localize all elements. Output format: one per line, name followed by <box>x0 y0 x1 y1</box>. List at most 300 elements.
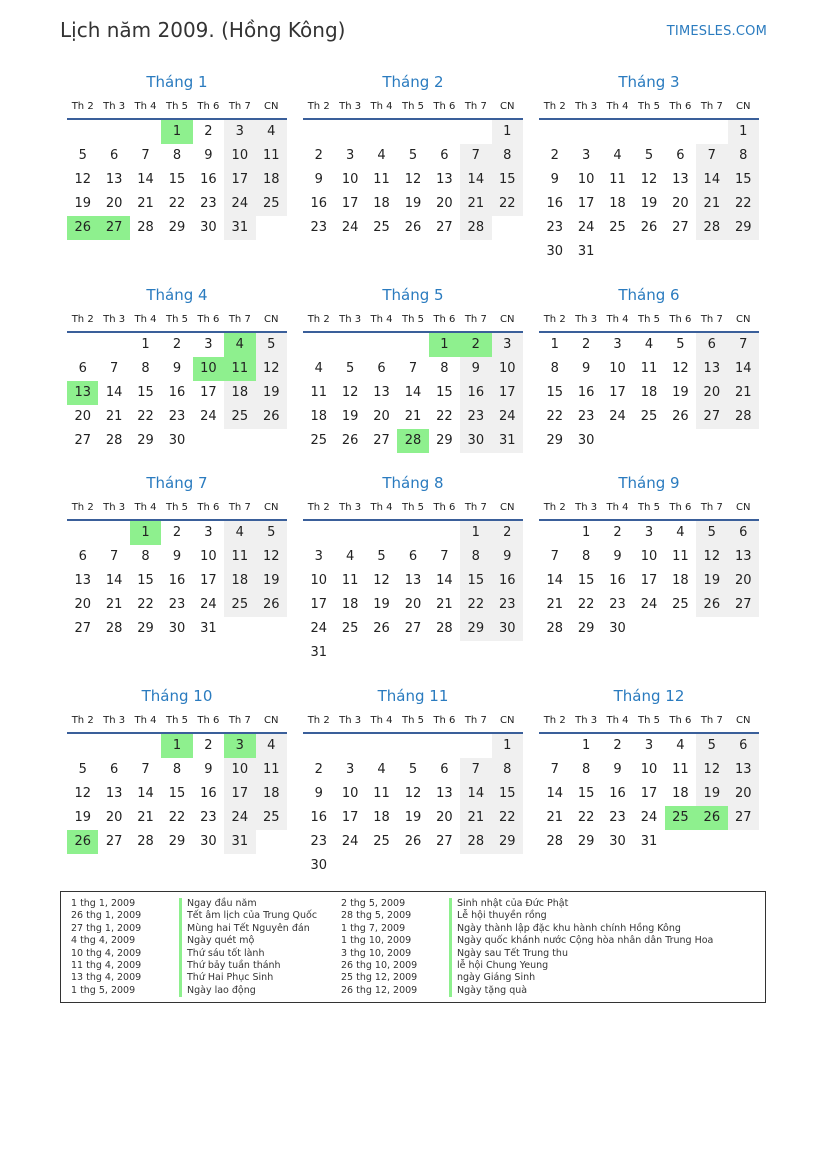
day-cell: 15 <box>546 385 563 400</box>
day-cell: 23 <box>310 834 327 849</box>
day-cell: 4 <box>377 762 386 777</box>
day-cell: 2 <box>492 521 523 545</box>
day-cell: 23 <box>168 597 186 612</box>
day-cell: 15 <box>492 168 523 192</box>
empty-cell <box>633 240 664 264</box>
day-cell: 24 <box>200 409 217 424</box>
day-cell: 18 <box>640 385 658 400</box>
weekday-label: Th 6 <box>197 501 220 513</box>
day-cell: 16 <box>168 385 186 400</box>
holiday-date: 26 thg 10, 2009 <box>341 960 418 971</box>
holiday-name: Ngày quét mộ <box>179 935 254 947</box>
holiday-row <box>341 898 761 910</box>
day-cell: 4 <box>613 148 622 163</box>
day-cell: 10 <box>200 549 217 564</box>
weekday-label: Th 7 <box>228 714 251 726</box>
day-cell: 13 <box>105 172 123 187</box>
holiday-day-cell: 1 <box>161 120 192 144</box>
day-cell: 12 <box>672 361 689 376</box>
weekday-label: Th 5 <box>401 714 424 726</box>
day-cell: 10 <box>577 172 595 187</box>
empty-cell <box>460 734 491 758</box>
day-grid <box>303 521 523 665</box>
day-cell: 11 <box>609 172 626 187</box>
day-cell: 10 <box>224 144 255 168</box>
weekday-label: Th 5 <box>637 313 660 325</box>
day-cell: 28 <box>436 621 453 636</box>
day-cell: 15 <box>492 782 523 806</box>
day-cell: 11 <box>672 762 689 777</box>
day-cell: 12 <box>640 172 658 187</box>
day-cell: 9 <box>314 172 323 187</box>
day-cell: 5 <box>408 148 418 163</box>
day-cell: 16 <box>200 172 217 187</box>
empty-cell <box>602 240 633 264</box>
weekday-label: Th 4 <box>134 313 157 325</box>
weekday-label: Th 2 <box>307 313 330 325</box>
weekday-label: Th 3 <box>103 100 126 112</box>
holiday-day-cell: 11 <box>224 357 255 381</box>
day-cell: 13 <box>728 545 759 569</box>
day-cell: 25 <box>224 405 255 429</box>
empty-cell <box>67 333 98 357</box>
holiday-day-cell: 1 <box>429 333 460 357</box>
holiday-name: Ngày lao động <box>179 985 256 997</box>
day-cell: 4 <box>377 148 386 163</box>
day-cell: 14 <box>137 786 154 801</box>
day-cell: 27 <box>672 220 689 235</box>
day-cell: 5 <box>256 521 287 545</box>
day-cell: 17 <box>341 196 359 211</box>
empty-cell <box>696 240 727 264</box>
empty-cell <box>539 120 570 144</box>
weekday-label: Th 7 <box>464 501 487 513</box>
weekday-label: Th 2 <box>543 714 566 726</box>
day-cell: 26 <box>696 593 727 617</box>
empty-cell <box>98 521 129 545</box>
empty-cell <box>366 734 397 758</box>
holiday-date: 25 thg 12, 2009 <box>341 972 418 984</box>
empty-cell <box>397 521 428 545</box>
holiday-row <box>341 972 761 984</box>
day-cell: 4 <box>676 738 685 753</box>
day-cell: 7 <box>141 148 150 163</box>
holiday-date: 26 thg 1, 2009 <box>71 910 142 922</box>
empty-cell <box>98 333 129 357</box>
month-6 <box>539 283 759 453</box>
day-grid <box>303 333 523 453</box>
holiday-name: Ngay đầu năm <box>179 898 257 910</box>
day-cell: 20 <box>105 196 123 211</box>
day-cell: 18 <box>256 168 287 192</box>
weekday-label: Th 6 <box>197 714 220 726</box>
day-cell: 11 <box>256 758 287 782</box>
holiday-date: 1 thg 7, 2009 <box>341 922 406 934</box>
day-cell: 1 <box>581 525 591 540</box>
day-cell: 27 <box>74 621 91 636</box>
site-link[interactable]: TIMESLES.COM <box>666 24 767 39</box>
day-cell: 13 <box>74 573 91 588</box>
month-12 <box>539 684 759 854</box>
weekday-label: Th 5 <box>637 100 660 112</box>
day-cell: 16 <box>577 385 595 400</box>
day-cell: 25 <box>256 192 287 216</box>
day-cell: 31 <box>577 244 595 259</box>
holiday-date: 13 thg 4, 2009 <box>71 972 142 984</box>
holiday-date: 1 thg 5, 2009 <box>71 984 136 996</box>
day-cell: 27 <box>373 433 390 448</box>
holiday-row <box>341 923 761 935</box>
weekday-label: Th 6 <box>433 100 456 112</box>
day-cell: 15 <box>168 172 186 187</box>
weekday-label: Th 7 <box>464 714 487 726</box>
day-cell: 3 <box>345 148 355 163</box>
day-cell: 20 <box>672 196 689 211</box>
day-cell: 22 <box>546 409 563 424</box>
weekday-label: Th 7 <box>228 313 251 325</box>
day-cell: 18 <box>224 381 255 405</box>
holiday-day-cell: 27 <box>98 216 129 240</box>
day-cell: 17 <box>609 385 626 400</box>
day-cell: 28 <box>137 220 154 235</box>
month-11 <box>303 684 523 878</box>
weekday-label: Th 4 <box>370 313 393 325</box>
holiday-day-cell: 4 <box>224 333 255 357</box>
day-cell: 21 <box>105 597 123 612</box>
holiday-name: Lễ hội thuyền rồng <box>449 910 547 922</box>
holiday-name: lễ hội Chung Yeung <box>449 960 548 972</box>
day-cell: 31 <box>640 834 658 849</box>
day-cell: 7 <box>728 333 759 357</box>
empty-cell <box>193 429 224 453</box>
weekday-label: Th 2 <box>543 501 566 513</box>
day-cell: 3 <box>644 525 654 540</box>
day-cell: 6 <box>377 361 386 376</box>
day-cell: 6 <box>440 148 449 163</box>
day-cell: 25 <box>672 597 689 612</box>
day-grid <box>539 521 759 641</box>
day-cell: 24 <box>341 834 359 849</box>
day-cell: 28 <box>105 621 123 636</box>
day-cell: 27 <box>105 834 123 849</box>
empty-cell <box>665 830 696 854</box>
weekday-label: Th 4 <box>370 714 393 726</box>
empty-cell <box>366 333 397 357</box>
day-cell: 19 <box>256 381 287 405</box>
day-cell: 1 <box>460 521 491 545</box>
month-10 <box>67 684 287 854</box>
weekday-label: CN <box>500 501 515 513</box>
day-cell: 14 <box>436 573 453 588</box>
empty-cell <box>334 333 365 357</box>
day-cell: 28 <box>460 216 491 240</box>
empty-cell <box>67 521 98 545</box>
day-cell: 14 <box>105 573 123 588</box>
day-cell: 20 <box>696 381 727 405</box>
day-cell: 1 <box>581 738 591 753</box>
day-grid <box>539 333 759 453</box>
holiday-day-cell: 1 <box>130 521 161 545</box>
day-cell: 9 <box>613 762 622 777</box>
day-cell: 24 <box>200 597 217 612</box>
day-cell: 2 <box>581 337 591 352</box>
day-cell: 24 <box>609 409 626 424</box>
day-cell: 16 <box>492 569 523 593</box>
weekday-label: CN <box>264 714 279 726</box>
day-cell: 9 <box>204 762 213 777</box>
day-cell: 22 <box>577 810 595 825</box>
weekday-label: Th 4 <box>370 501 393 513</box>
empty-cell <box>460 854 491 878</box>
day-cell: 3 <box>581 148 591 163</box>
day-cell: 13 <box>436 786 453 801</box>
month-8 <box>303 471 523 665</box>
day-cell: 9 <box>460 357 491 381</box>
day-cell: 4 <box>256 120 287 144</box>
day-cell: 11 <box>640 361 658 376</box>
day-cell: 11 <box>256 144 287 168</box>
day-cell: 24 <box>640 597 658 612</box>
day-cell: 29 <box>492 830 523 854</box>
day-cell: 1 <box>550 337 559 352</box>
day-cell: 8 <box>172 762 182 777</box>
day-cell: 22 <box>460 593 491 617</box>
day-cell: 18 <box>609 196 626 211</box>
day-cell: 23 <box>609 810 626 825</box>
day-cell: 6 <box>728 521 759 545</box>
day-cell: 29 <box>168 834 186 849</box>
day-cell: 30 <box>546 244 563 259</box>
day-cell: 24 <box>310 621 327 636</box>
day-cell: 9 <box>172 549 182 564</box>
day-cell: 18 <box>341 597 359 612</box>
day-cell: 17 <box>310 597 327 612</box>
day-cell: 16 <box>609 786 626 801</box>
weekday-label: CN <box>500 100 515 112</box>
day-cell: 12 <box>256 545 287 569</box>
empty-cell <box>397 854 428 878</box>
day-cell: 5 <box>696 734 727 758</box>
empty-cell <box>429 734 460 758</box>
empty-cell <box>539 734 570 758</box>
day-cell: 6 <box>728 734 759 758</box>
holiday-day-cell: 3 <box>224 734 255 758</box>
day-cell: 25 <box>373 834 390 849</box>
day-cell: 10 <box>341 172 359 187</box>
day-cell: 30 <box>609 834 626 849</box>
empty-cell <box>665 120 696 144</box>
holiday-row <box>341 960 761 972</box>
day-cell: 14 <box>546 786 563 801</box>
day-cell: 7 <box>109 549 119 564</box>
weekday-label: Th 3 <box>575 501 598 513</box>
empty-cell <box>67 120 98 144</box>
weekday-label: Th 5 <box>165 313 188 325</box>
day-cell: 13 <box>696 357 727 381</box>
holiday-date: 11 thg 4, 2009 <box>71 960 142 971</box>
day-cell: 25 <box>609 220 626 235</box>
day-cell: 25 <box>256 806 287 830</box>
month-title: Tháng 3 <box>618 73 680 91</box>
day-cell: 20 <box>373 409 390 424</box>
day-cell: 25 <box>640 409 658 424</box>
day-cell: 18 <box>310 409 327 424</box>
day-cell: 29 <box>546 433 563 448</box>
day-cell: 26 <box>341 433 359 448</box>
day-cell: 10 <box>341 786 359 801</box>
month-title: Tháng 12 <box>613 687 685 705</box>
day-cell: 18 <box>224 569 255 593</box>
weekday-label: Th 2 <box>543 313 566 325</box>
empty-cell <box>492 641 523 665</box>
day-cell: 21 <box>105 409 123 424</box>
weekday-label: Th 7 <box>464 313 487 325</box>
day-cell: 13 <box>373 385 390 400</box>
empty-cell <box>334 854 365 878</box>
weekday-label: CN <box>500 313 515 325</box>
empty-cell <box>366 641 397 665</box>
day-cell: 26 <box>256 593 287 617</box>
empty-cell <box>728 429 759 453</box>
day-cell: 8 <box>581 549 591 564</box>
day-cell: 5 <box>78 762 87 777</box>
weekday-label: Th 4 <box>134 100 157 112</box>
holiday-day-cell: 25 <box>665 806 696 830</box>
empty-cell <box>539 521 570 545</box>
day-cell: 15 <box>728 168 759 192</box>
day-cell: 22 <box>168 196 186 211</box>
weekday-label: Th 4 <box>370 100 393 112</box>
day-cell: 18 <box>373 810 390 825</box>
empty-cell <box>303 521 334 545</box>
day-cell: 29 <box>137 621 154 636</box>
holiday-day-cell: 10 <box>193 357 224 381</box>
day-cell: 29 <box>577 834 595 849</box>
day-cell: 9 <box>581 361 591 376</box>
day-cell: 18 <box>672 786 689 801</box>
day-cell: 2 <box>613 738 622 753</box>
weekday-label: Th 6 <box>197 100 220 112</box>
day-cell: 17 <box>200 385 217 400</box>
day-cell: 11 <box>373 786 390 801</box>
day-cell: 14 <box>460 168 491 192</box>
month-title: Tháng 11 <box>377 687 449 705</box>
weekday-label: CN <box>264 313 279 325</box>
day-cell: 12 <box>404 786 422 801</box>
empty-cell <box>696 120 727 144</box>
day-cell: 8 <box>728 144 759 168</box>
day-cell: 3 <box>204 525 213 540</box>
day-cell: 25 <box>310 433 327 448</box>
empty-cell <box>492 854 523 878</box>
day-cell: 23 <box>460 405 491 429</box>
month-9 <box>539 471 759 641</box>
day-cell: 20 <box>436 810 453 825</box>
weekday-label: CN <box>500 714 515 726</box>
holiday-name: Ngày sau Tết Trung thu <box>449 948 568 960</box>
day-cell: 17 <box>224 168 255 192</box>
empty-cell <box>397 641 428 665</box>
day-cell: 20 <box>728 782 759 806</box>
day-cell: 30 <box>577 433 595 448</box>
day-cell: 30 <box>460 429 491 453</box>
day-cell: 6 <box>408 549 418 564</box>
day-cell: 26 <box>256 405 287 429</box>
day-cell: 21 <box>460 806 491 830</box>
weekday-label: CN <box>736 313 751 325</box>
day-cell: 15 <box>460 569 491 593</box>
weekday-label: Th 6 <box>197 313 220 325</box>
day-cell: 12 <box>373 573 390 588</box>
day-cell: 14 <box>105 385 123 400</box>
weekday-label: Th 4 <box>606 714 629 726</box>
day-cell: 10 <box>640 762 658 777</box>
holiday-date: 2 thg 5, 2009 <box>341 898 406 909</box>
holiday-name: Ngày thành lập đặc khu hành chính Hồng Kông <box>449 923 681 935</box>
day-cell: 6 <box>696 333 727 357</box>
day-cell: 22 <box>137 409 154 424</box>
weekday-label: Th 5 <box>637 501 660 513</box>
day-cell: 26 <box>404 834 422 849</box>
month-5 <box>303 283 523 453</box>
day-cell: 16 <box>168 573 186 588</box>
day-cell: 20 <box>404 597 422 612</box>
weekday-label: Th 4 <box>606 100 629 112</box>
day-cell: 19 <box>696 782 727 806</box>
empty-cell <box>728 240 759 264</box>
holiday-name: Ngày quốc khánh nước Cộng hòa nhân dân Trung Hoa <box>449 935 713 947</box>
empty-cell <box>728 830 759 854</box>
day-cell: 29 <box>460 617 491 641</box>
day-cell: 2 <box>613 525 622 540</box>
weekday-label: Th 7 <box>700 100 723 112</box>
holiday-legend <box>60 891 766 1003</box>
day-cell: 21 <box>137 810 154 825</box>
day-cell: 19 <box>404 196 422 211</box>
weekday-label: Th 6 <box>433 313 456 325</box>
empty-cell <box>303 734 334 758</box>
empty-cell <box>397 333 428 357</box>
day-cell: 31 <box>200 621 217 636</box>
weekday-label: Th 7 <box>700 501 723 513</box>
weekday-label: Th 2 <box>71 313 94 325</box>
day-cell: 23 <box>546 220 563 235</box>
weekday-label: Th 5 <box>637 714 660 726</box>
day-cell: 29 <box>436 433 453 448</box>
day-cell: 9 <box>172 361 182 376</box>
day-cell: 28 <box>137 834 154 849</box>
day-cell: 4 <box>224 521 255 545</box>
holiday-day-cell: 26 <box>696 806 727 830</box>
day-cell: 2 <box>204 124 213 139</box>
weekday-header <box>303 307 523 333</box>
day-cell: 15 <box>168 786 186 801</box>
empty-cell <box>224 429 255 453</box>
holiday-row <box>341 985 761 997</box>
weekday-header <box>539 94 759 120</box>
weekday-label: Th 3 <box>575 313 598 325</box>
weekday-label: Th 4 <box>606 313 629 325</box>
day-cell: 11 <box>310 385 327 400</box>
weekday-label: Th 5 <box>165 100 188 112</box>
day-cell: 3 <box>314 549 323 564</box>
empty-cell <box>728 617 759 641</box>
holiday-day-cell: 1 <box>161 734 192 758</box>
day-cell: 21 <box>436 597 453 612</box>
day-cell: 5 <box>676 337 685 352</box>
empty-cell <box>130 734 161 758</box>
day-cell: 22 <box>137 597 154 612</box>
